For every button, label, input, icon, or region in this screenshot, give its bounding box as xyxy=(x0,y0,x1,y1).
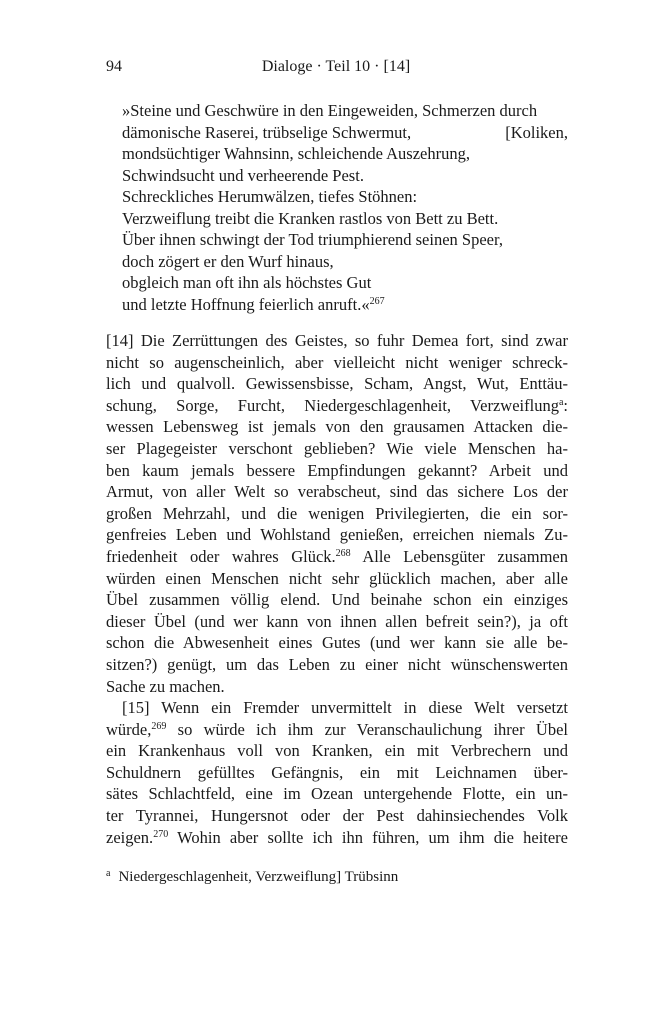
running-head: Dialoge · Teil 10 · [14] xyxy=(261,58,411,75)
verse-line: mondsüchtiger Wahnsinn, schleichende Auszehrung, xyxy=(122,144,470,163)
text-line: ein Krankenhaus voll von Kranken, ein mit Verbrechern und xyxy=(106,741,568,761)
text-line: wessen Lebensweg ist jemals von den grausamen Attacken die- xyxy=(106,417,568,437)
footnote-ref: 267 xyxy=(369,295,385,307)
verse-line: obgleich man oft ihn als höchstes Gut xyxy=(122,273,372,292)
text-line: sätes Schlachtfeld, eine im Ozean untergehende Flotte, ein un- xyxy=(106,784,568,804)
text-line: [14] Die Zerrüttungen des Geistes, so fuhr Demea fort, sind zwar xyxy=(106,331,568,350)
text-line: Sache zu machen. xyxy=(106,676,225,696)
text-line: zeigen.$^{270}$ Wohin aber sollte ich ihn führen, um ihm die heitere xyxy=(106,827,568,847)
verse-line: dämonische Raserei, trübselige Schwermut, [Koliken, xyxy=(122,122,568,142)
footnote xyxy=(106,864,568,887)
text-line: würde,$^{269}$ so würde ich ihm zur Veranschaulichung ihrer Übel xyxy=(106,719,568,739)
text-line: ben kaum jemals bessere Empfindungen gekannt? Arbeit und xyxy=(106,460,568,480)
page-number: 94 xyxy=(106,58,122,75)
text-line: sitzen?) genügt, um das Leben zu einer nicht wünschenswerten xyxy=(106,654,568,674)
footnote-ref: 269 xyxy=(151,720,167,732)
text-line: schung, Sorge, Furcht, Niedergeschlagenheit, Verzweiflung$^a$: xyxy=(106,395,568,415)
variant-bracket: [Koliken, xyxy=(505,122,568,142)
text-line: dieser Übel (und wer kann von ihnen allen befreit sein?), ja oft xyxy=(106,611,568,631)
verse-line: Schreckliches Herumwälzen, tiefes Stöhnen: xyxy=(122,187,418,206)
critical-apparatus-marker: a xyxy=(558,396,564,408)
footnote-ref: 270 xyxy=(153,828,169,840)
text-line: würden einen Menschen nicht sehr glücklich machen, aber alle xyxy=(106,568,568,588)
verse-quotation xyxy=(122,100,568,315)
text-line: Schuldnern gefülltes Gefängnis, ein mit Leichnamen über- xyxy=(106,762,568,782)
text-line: genfreies Leben und Wohlstand genießen, erreichen niemals Zu- xyxy=(106,525,568,545)
text-line: Armut, von aller Welt so verabscheut, sind das sichere Los der xyxy=(106,482,568,502)
text-line: ter Tyrannei, Hungersnot oder der Pest dahinsiechendes Volk xyxy=(106,806,568,826)
text-line: nicht so augenscheinlich, aber vielleicht nicht weniger schreck- xyxy=(106,352,568,372)
verse-line: und letzte Hoffnung feierlich anruft.«$^{267}$ xyxy=(122,294,385,314)
verse-line: Über ihnen schwingt der Tod triumphierend seinen Speer, xyxy=(122,230,503,249)
text-line: ser Plagegeister verschont geblieben? Wie viele Menschen ha- xyxy=(106,438,568,458)
footnote-marker: a xyxy=(106,868,111,879)
text-line: [15] Wenn ein Fremder unvermittelt in diese Welt versetzt xyxy=(122,698,568,718)
verse-line: »Steine und Geschwüre in den Eingeweiden, Schmerzen durch xyxy=(122,101,538,120)
text-line: schon die Abwesenheit eines Gutes (und wer kann sie alle be- xyxy=(106,633,568,653)
footnote-text: Niedergeschlagenheit, Verzweiflung] Trübsinn xyxy=(118,869,399,885)
text-line: großen Mehrzahl, und die wenigen Privilegierten, die ein sor- xyxy=(106,503,568,523)
text-line: Übel zusammen völlig elend. Und beinahe schon ein einziges xyxy=(106,590,568,610)
verse-line: Verzweiflung treibt die Kranken rastlos von Bett zu Bett. xyxy=(122,208,499,228)
text-line: lich und qualvoll. Gewissensbisse, Scham, Angst, Wut, Enttäu- xyxy=(106,374,568,394)
page-header xyxy=(106,58,566,82)
text-line: friedenheit oder wahres Glück.$^{268}$ Alle Lebensgüter zusammen xyxy=(106,546,568,566)
body-text xyxy=(106,330,568,848)
verse-line: doch zögert er den Wurf hinaus, xyxy=(122,251,334,271)
verse-line: Schwindsucht und verheerende Pest. xyxy=(122,165,364,185)
footnote-ref: 268 xyxy=(335,547,351,559)
